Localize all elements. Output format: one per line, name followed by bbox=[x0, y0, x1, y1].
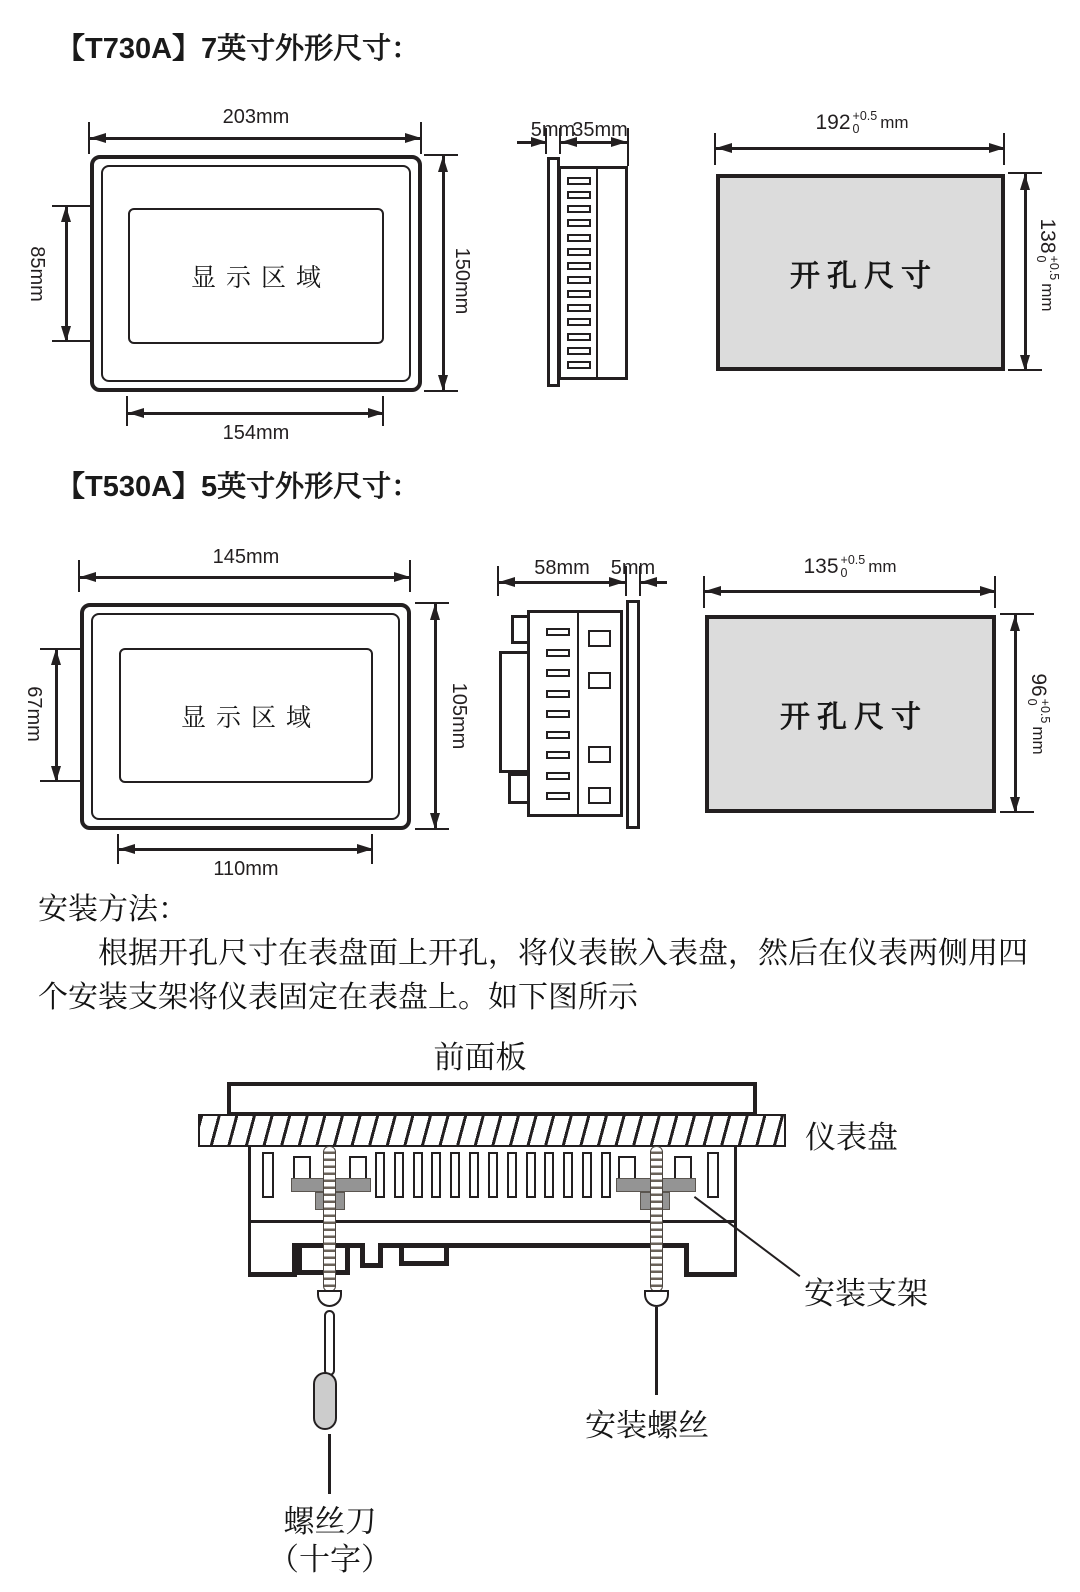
arrow-down-icon bbox=[438, 375, 448, 391]
t730a-title: 【T730A】7英寸外形尺寸： bbox=[56, 33, 421, 65]
bottom-profile-segment bbox=[684, 1272, 737, 1277]
tolerance-zero: 0 bbox=[1025, 698, 1039, 706]
vent-slot bbox=[546, 751, 570, 759]
vent-slot bbox=[563, 1152, 573, 1198]
screwdriver-label-line2: （十字） bbox=[268, 1542, 392, 1577]
vent-slot bbox=[546, 690, 570, 698]
t530a-dim-height-label: 105mm bbox=[448, 682, 471, 750]
t530a-side-bezel-label: 5mm bbox=[610, 556, 656, 579]
t730a-dim-line-width bbox=[90, 137, 421, 140]
vent-slot bbox=[546, 772, 570, 780]
vent-slot bbox=[567, 318, 591, 326]
vent-slot bbox=[546, 731, 570, 739]
mounting-bracket-label: 安装支架 bbox=[804, 1276, 928, 1311]
t730a-cutout-label: 开孔尺寸 bbox=[790, 259, 938, 293]
arrow-left-icon bbox=[119, 844, 135, 854]
vent-slot bbox=[375, 1152, 385, 1198]
vent-slot bbox=[567, 361, 591, 369]
t530a-side-bezel bbox=[626, 600, 640, 829]
t730a-cutout-dim-width-line bbox=[716, 147, 1005, 150]
t730a-dim-tick bbox=[52, 340, 92, 342]
vent-slot bbox=[394, 1152, 404, 1198]
t730a-side-bezel-label: 5mm bbox=[530, 118, 576, 141]
instrument-panel-band bbox=[198, 1114, 786, 1147]
t530a-dim-line-display-width bbox=[119, 848, 373, 851]
vent-slot bbox=[413, 1152, 423, 1198]
t530a-cutout-dim-height-line bbox=[1014, 615, 1017, 813]
t530a-side-depth-label: 58mm bbox=[534, 556, 590, 579]
arrow-right-icon bbox=[357, 844, 373, 854]
vent-slot bbox=[544, 1152, 554, 1198]
bottom-profile-notch bbox=[399, 1243, 449, 1266]
tolerance-plus: +0.5 bbox=[1047, 255, 1062, 281]
screwdriver-label-line1: 螺丝刀 bbox=[283, 1504, 377, 1539]
tolerance-zero: 0 bbox=[852, 122, 860, 136]
bottom-profile-step bbox=[360, 1243, 383, 1268]
vent-slot bbox=[262, 1152, 274, 1198]
vent-slot bbox=[567, 219, 591, 227]
body-right-wall bbox=[734, 1147, 737, 1277]
bottom-profile-segment bbox=[381, 1243, 401, 1248]
t530a-dim-line-display-height bbox=[55, 649, 58, 782]
cutout-width-unit: mm bbox=[868, 557, 897, 576]
cutout-width-value: 135 bbox=[803, 555, 839, 578]
body-left-wall bbox=[248, 1147, 251, 1277]
t530a-cutout-dim-width-line bbox=[705, 590, 996, 593]
t530a-dim-line-height bbox=[434, 604, 437, 829]
vent-slot bbox=[567, 347, 591, 355]
t730a-cutout-rect bbox=[716, 174, 1005, 371]
tolerance-stack bbox=[853, 110, 878, 136]
vent-slot bbox=[488, 1152, 498, 1198]
t730a-side-divider bbox=[596, 168, 598, 378]
screwdriver-leader-line bbox=[328, 1434, 331, 1494]
vent-slot bbox=[567, 191, 591, 199]
vent-slot bbox=[469, 1152, 479, 1198]
t730a-dim-line-display-height bbox=[65, 206, 68, 342]
arrow-down-icon bbox=[51, 766, 61, 782]
t530a-side-hole bbox=[588, 672, 611, 689]
arrow-left-icon bbox=[499, 577, 515, 587]
t530a-display-area-label: 显示区域 bbox=[180, 704, 321, 732]
body-slot-row bbox=[375, 1152, 611, 1198]
front-panel-bar bbox=[227, 1082, 757, 1116]
vent-slot bbox=[431, 1152, 441, 1198]
t530a-side-lip bbox=[499, 651, 530, 773]
arrow-left-icon bbox=[128, 408, 144, 418]
t530a-cutout-height-label bbox=[1023, 654, 1053, 774]
vent-slot bbox=[567, 248, 591, 256]
install-paragraph-line2: 个安装支架将仪表固定在表盘上。如下图所示 bbox=[38, 981, 638, 1014]
bottom-profile-segment bbox=[248, 1272, 296, 1277]
cutout-height-value: 96 bbox=[1027, 673, 1050, 697]
arrow-down-icon bbox=[61, 326, 71, 342]
vent-slot bbox=[546, 710, 570, 718]
vent-slot bbox=[582, 1152, 592, 1198]
tolerance-plus: +0.5 bbox=[1038, 698, 1053, 724]
tolerance-plus: +0.5 bbox=[840, 552, 866, 567]
t530a-display-area bbox=[119, 648, 373, 783]
t530a-dim-width-label: 145mm bbox=[212, 545, 280, 568]
t530a-side-divider bbox=[577, 612, 579, 815]
arrow-right-icon bbox=[394, 572, 410, 582]
vent-slot bbox=[601, 1152, 611, 1198]
arrow-up-icon bbox=[438, 156, 448, 172]
t730a-cutout-width-label bbox=[762, 108, 962, 138]
t530a-side-hole bbox=[588, 787, 611, 804]
mounting-screw-label: 安装螺丝 bbox=[585, 1408, 709, 1443]
cutout-height-unit: mm bbox=[1029, 726, 1048, 755]
screwdriver-tip bbox=[324, 1310, 335, 1376]
tolerance-stack bbox=[841, 554, 866, 580]
t530a-cutout-label: 开孔尺寸 bbox=[780, 701, 928, 734]
arrow-up-icon bbox=[51, 649, 61, 665]
vent-slot bbox=[567, 177, 591, 185]
vent-slot bbox=[567, 290, 591, 298]
mounting-screw-right bbox=[650, 1146, 663, 1292]
screw-head-icon bbox=[644, 1290, 669, 1307]
cutout-width-unit: mm bbox=[880, 113, 909, 132]
t530a-cutout-width-label bbox=[750, 552, 950, 582]
vent-slot bbox=[567, 234, 591, 242]
t730a-cutout-dim-height-line bbox=[1024, 174, 1027, 371]
bracket-tab bbox=[674, 1156, 692, 1180]
arrow-left-icon bbox=[716, 143, 732, 153]
arrow-down-icon bbox=[430, 813, 440, 829]
vent-slot bbox=[567, 262, 591, 270]
vent-slot bbox=[526, 1152, 536, 1198]
body-divider-line bbox=[248, 1220, 737, 1223]
t730a-dim-line-height bbox=[442, 156, 445, 391]
cutout-height-value: 138 bbox=[1036, 218, 1059, 254]
bracket-tab bbox=[293, 1156, 311, 1180]
t730a-dim-width-label: 203mm bbox=[222, 105, 290, 128]
vent-slot bbox=[567, 205, 591, 213]
arrow-right-icon bbox=[368, 408, 384, 418]
vent-slot bbox=[567, 304, 591, 312]
mounting-screw-left bbox=[323, 1146, 336, 1292]
t530a-cutout-rect bbox=[705, 615, 996, 813]
vent-slot bbox=[546, 649, 570, 657]
t530a-side-slots bbox=[546, 628, 570, 800]
tolerance-zero: 0 bbox=[1034, 255, 1048, 263]
cutout-width-value: 192 bbox=[815, 111, 851, 134]
t530a-side-dim-line bbox=[499, 581, 625, 584]
t530a-dim-display-height-label: 67mm bbox=[23, 686, 46, 742]
arrow-right-icon bbox=[405, 133, 421, 143]
vent-slot bbox=[450, 1152, 460, 1198]
bracket-tab bbox=[349, 1156, 367, 1180]
vent-slot bbox=[546, 792, 570, 800]
vent-slot bbox=[567, 276, 591, 284]
t530a-dim-line-width bbox=[80, 576, 410, 579]
arrow-down-icon bbox=[1020, 355, 1030, 371]
arrow-right-icon bbox=[980, 586, 996, 596]
screwdriver-handle bbox=[313, 1372, 337, 1430]
arrow-up-icon bbox=[430, 604, 440, 620]
vent-slot bbox=[707, 1152, 719, 1198]
screw-head-icon bbox=[317, 1290, 342, 1307]
arrow-down-icon bbox=[1010, 797, 1020, 813]
arrow-right-icon bbox=[989, 143, 1005, 153]
tolerance-plus: +0.5 bbox=[852, 108, 878, 123]
cutout-height-unit: mm bbox=[1038, 283, 1057, 312]
bracket-leader-line bbox=[694, 1196, 801, 1277]
instrument-panel-label: 仪表盘 bbox=[805, 1120, 898, 1155]
arrow-left-icon bbox=[705, 586, 721, 596]
t730a-dim-line-display-width bbox=[128, 412, 384, 415]
t530a-title: 【T530A】5英寸外形尺寸： bbox=[56, 471, 421, 503]
t530a-side-hole bbox=[588, 630, 611, 647]
tolerance-zero: 0 bbox=[840, 566, 848, 580]
bracket-tab bbox=[618, 1156, 636, 1180]
install-paragraph-line1: 根据开孔尺寸在表盘面上开孔，将仪表嵌入表盘，然后在仪表两侧用四 bbox=[98, 937, 1028, 970]
arrow-left-icon bbox=[90, 133, 106, 143]
t730a-side-depth-label: 35mm bbox=[572, 118, 628, 141]
t730a-cutout-height-label bbox=[1032, 205, 1062, 325]
t730a-side-slots bbox=[567, 177, 591, 369]
vent-slot bbox=[567, 333, 591, 341]
t730a-dim-display-width-label: 154mm bbox=[222, 421, 290, 444]
vent-slot bbox=[507, 1152, 517, 1198]
t730a-display-area-label: 显示区域 bbox=[190, 265, 331, 292]
t730a-dim-display-height-label: 85mm bbox=[26, 246, 49, 302]
front-panel-label: 前面板 bbox=[433, 1040, 527, 1075]
vent-slot bbox=[546, 669, 570, 677]
vent-slot bbox=[546, 628, 570, 636]
tolerance-stack bbox=[1025, 699, 1051, 724]
arrow-up-icon bbox=[1020, 174, 1030, 190]
arrow-up-icon bbox=[61, 206, 71, 222]
arrow-up-icon bbox=[1010, 615, 1020, 631]
t730a-dim-height-label: 150mm bbox=[451, 247, 474, 315]
t530a-dim-display-width-label: 110mm bbox=[213, 857, 279, 880]
tolerance-stack bbox=[1034, 256, 1060, 281]
arrow-left-icon bbox=[80, 572, 96, 582]
t730a-display-area bbox=[128, 208, 384, 344]
t730a-dim-tick bbox=[52, 205, 92, 207]
screw-leader-line bbox=[655, 1307, 658, 1395]
install-heading: 安装方法： bbox=[38, 893, 188, 926]
t530a-side-hole bbox=[588, 746, 611, 763]
